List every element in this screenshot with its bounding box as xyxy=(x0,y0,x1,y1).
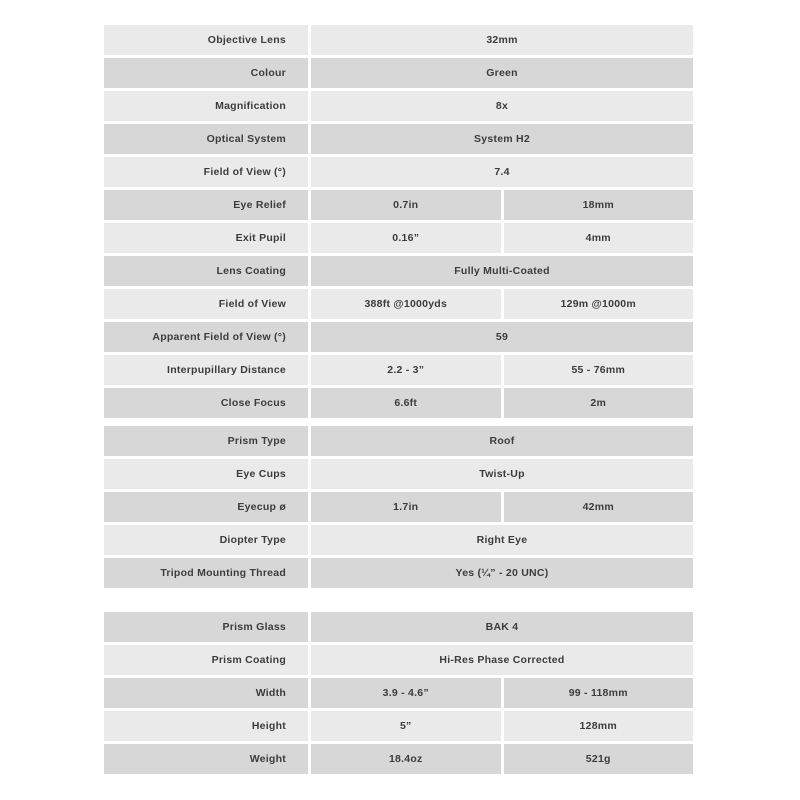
spec-value-metric: 521g xyxy=(504,744,694,774)
spec-value-metric: 99 - 118mm xyxy=(504,678,694,708)
spec-value: Roof xyxy=(311,426,693,456)
spec-label: Close Focus xyxy=(104,388,308,418)
spec-table-eyepiece-specs xyxy=(104,426,693,588)
spec-value: Green xyxy=(311,58,693,88)
table-row xyxy=(104,289,693,319)
spec-label: Height xyxy=(104,711,308,741)
table-row xyxy=(104,492,693,522)
spec-value: System H2 xyxy=(311,124,693,154)
spec-value-metric: 129m @1000m xyxy=(504,289,694,319)
spec-value-imperial: 1.7in xyxy=(311,492,501,522)
spec-label: Interpupillary Distance xyxy=(104,355,308,385)
spec-label: Prism Glass xyxy=(104,612,308,642)
table-row xyxy=(104,388,693,418)
spec-value: Twist-Up xyxy=(311,459,693,489)
spec-value-imperial: 2.2 - 3” xyxy=(311,355,501,385)
spec-label: Diopter Type xyxy=(104,525,308,555)
table-row xyxy=(104,558,693,588)
spec-value-metric: 55 - 76mm xyxy=(504,355,694,385)
table-row xyxy=(104,459,693,489)
spec-label: Objective Lens xyxy=(104,25,308,55)
spec-label: Width xyxy=(104,678,308,708)
spec-value-metric: 2m xyxy=(504,388,694,418)
spec-label: Eye Cups xyxy=(104,459,308,489)
spec-value-imperial: 6.6ft xyxy=(311,388,501,418)
table-row xyxy=(104,322,693,352)
spec-value-imperial: 5” xyxy=(311,711,501,741)
spec-value-metric: 42mm xyxy=(504,492,694,522)
table-row xyxy=(104,744,693,774)
spec-table-construction-specs xyxy=(104,612,693,774)
spec-label: Tripod Mounting Thread xyxy=(104,558,308,588)
spec-label: Field of View xyxy=(104,289,308,319)
table-row xyxy=(104,426,693,456)
spec-table-optical-specs xyxy=(104,25,693,418)
spec-value-imperial: 18.4oz xyxy=(311,744,501,774)
spec-label: Field of View (°) xyxy=(104,157,308,187)
table-row xyxy=(104,355,693,385)
spec-value-metric: 4mm xyxy=(504,223,694,253)
spec-value-metric: 128mm xyxy=(504,711,694,741)
table-row xyxy=(104,256,693,286)
spec-value-imperial: 3.9 - 4.6” xyxy=(311,678,501,708)
spec-label: Magnification xyxy=(104,91,308,121)
spec-value: BAK 4 xyxy=(311,612,693,642)
spec-label: Prism Coating xyxy=(104,645,308,675)
spec-label: Exit Pupil xyxy=(104,223,308,253)
spec-value-imperial: 0.7in xyxy=(311,190,501,220)
spec-value: Yes (¼” - 20 UNC) xyxy=(311,558,693,588)
spec-value: 59 xyxy=(311,322,693,352)
table-row xyxy=(104,157,693,187)
spec-value-imperial: 388ft @1000yds xyxy=(311,289,501,319)
spec-value: Fully Multi-Coated xyxy=(311,256,693,286)
spec-label: Optical System xyxy=(104,124,308,154)
spec-label: Lens Coating xyxy=(104,256,308,286)
table-row xyxy=(104,678,693,708)
spec-label: Weight xyxy=(104,744,308,774)
table-row xyxy=(104,58,693,88)
spec-label: Eye Relief xyxy=(104,190,308,220)
table-row xyxy=(104,711,693,741)
spec-value: 7.4 xyxy=(311,157,693,187)
spec-value: Hi-Res Phase Corrected xyxy=(311,645,693,675)
table-row xyxy=(104,525,693,555)
spec-label: Eyecup ø xyxy=(104,492,308,522)
spec-value: 8x xyxy=(311,91,693,121)
table-row xyxy=(104,190,693,220)
spec-value-metric: 18mm xyxy=(504,190,694,220)
table-row xyxy=(104,645,693,675)
table-row xyxy=(104,223,693,253)
table-row xyxy=(104,91,693,121)
table-row xyxy=(104,612,693,642)
spec-label: Colour xyxy=(104,58,308,88)
specifications-tables xyxy=(104,25,693,777)
spec-value: Right Eye xyxy=(311,525,693,555)
table-row xyxy=(104,124,693,154)
spec-value: 32mm xyxy=(311,25,693,55)
spec-value-imperial: 0.16” xyxy=(311,223,501,253)
spec-label: Prism Type xyxy=(104,426,308,456)
spec-label: Apparent Field of View (°) xyxy=(104,322,308,352)
table-row xyxy=(104,25,693,55)
